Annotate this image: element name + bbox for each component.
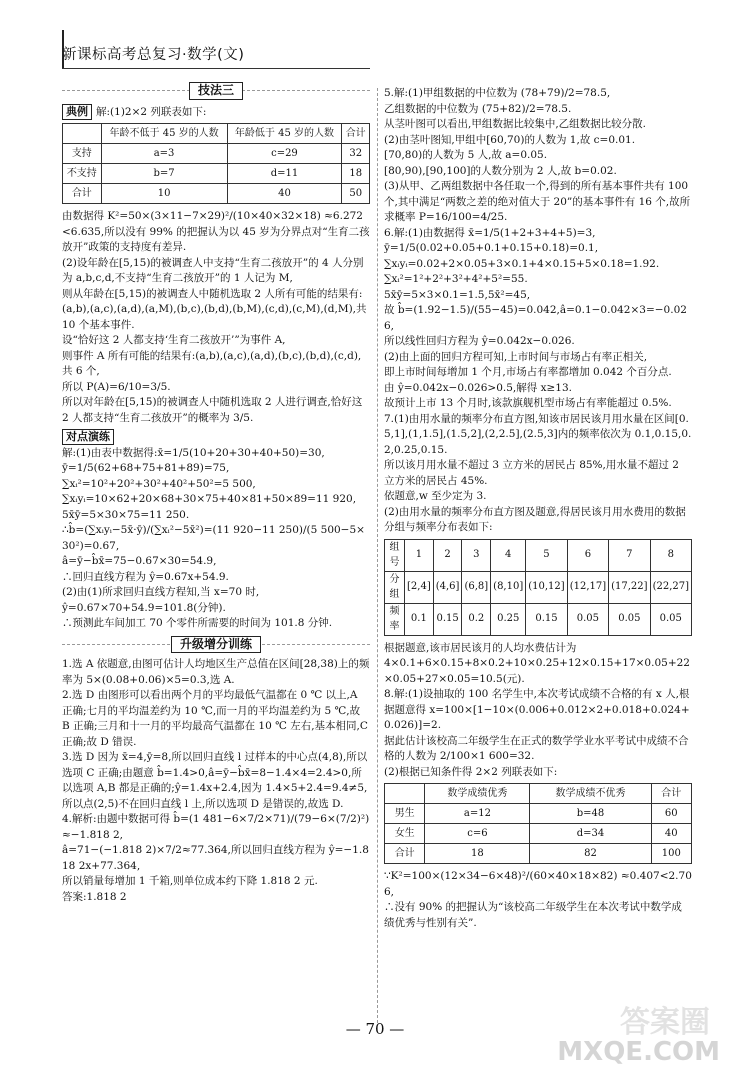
paragraph: 设“恰好这 2 人都支持‘生育二孩放开’”为事件 A, bbox=[62, 334, 286, 346]
paragraph: 5x̄ȳ=5×3×0.1=1.5,5x̄²=45, bbox=[384, 288, 531, 301]
table-row: 支持 a=3 c=29 32 bbox=[63, 144, 370, 164]
paragraph: [80,90),[90,100]的人数分别为 2 人,故 b=0.02. bbox=[384, 164, 617, 177]
paragraph: ȳ=1/5(0.02+0.05+0.1+0.15+0.18)=0.1, bbox=[384, 242, 599, 254]
paragraph: ∴b̂=(∑xᵢyᵢ−5x̄·ȳ)/(∑xᵢ²−5x̄²)=(11 920−11 250)/(5 500−5×30²)=0.67, bbox=[62, 524, 365, 552]
table-row: 分组 [2,4] (4,6] (6,8] (8,10] (10,12] (12,17] (17,22] (22,27] bbox=[385, 571, 692, 603]
paragraph: ∑xᵢ²=1²+2²+3²+4²+5²=55. bbox=[384, 273, 528, 285]
right-column bbox=[384, 86, 692, 931]
paragraph: 据此估计该校高二年级学生在正式的数学学业水平考试中成绩不合格的人数为 2/100×1 600=32. bbox=[384, 734, 689, 762]
section-title-2: 升级增分训练 bbox=[62, 636, 370, 654]
paragraph: 1.选 A 依题意,由图可估计人均地区生产总值在区间[28,38)上的频率为 5×(0.08+0.06)×5=0.3,选 A. bbox=[62, 658, 370, 686]
paragraph: 由数据得 K²=50×(3×11−7×29)²/(10×40×32×18) ≈6.272<6.635,所以没有 99% 的把握认为以 45 岁为分界点对“生育二孩放开”政策的支持度有差异. bbox=[62, 210, 370, 253]
paragraph: (3)从甲、乙两组数据中各任取一个,得到的所有基本事件共有 100 个,其中满足“两数之差的绝对值大于 20”的基本事件有 16 个,故所求概率 P=16/100=4/25. bbox=[384, 180, 691, 223]
paragraph: 8.解:(1)设抽取的 100 名学生中,本次考试成绩不合格的有 x 人,根据题意得 x=100×[1−10×(0.006+0.012×2+0.018+0.024+0.026)]=2. bbox=[384, 688, 690, 731]
paragraph: 依题意,w 至少定为 3. bbox=[384, 490, 487, 502]
tag-practice: 对点演练 bbox=[62, 429, 114, 445]
paragraph: (2)设年龄在[5,15)的被调查人中支持“生育二孩放开”的 4 人分别为 a,b,c,d,不支持“生育二孩放开”的 1 人记为 M, bbox=[62, 256, 364, 284]
paragraph: (2)由(1)所求回归直线方程知,当 x=70 时, bbox=[62, 586, 260, 598]
paragraph: 所以销量每增加 1 千箱,则单位成本约下降 1.818 2 元. bbox=[62, 875, 318, 887]
paragraph: â=71−(−1.818 2)×7/2≈77.364,所以回归直线方程为 ŷ=−1.818 2x+77.364, bbox=[62, 844, 369, 872]
paragraph: 6.解:(1)由数据得 x̄=1/5(1+2+3+4+5)=3, bbox=[384, 226, 596, 239]
paragraph: 解:(1)由表中数据得:x̄=1/5(10+20+30+40+50)=30, bbox=[62, 446, 325, 459]
watermark-logo: 答案圈 bbox=[620, 1004, 710, 1040]
table-row: 频率 0.1 0.15 0.2 0.25 0.15 0.05 0.05 0.05 bbox=[385, 603, 692, 635]
paragraph: (2)由茎叶图知,甲组中[60,70)的人数为 1,故 c=0.01. bbox=[384, 133, 636, 146]
paragraph: ∑xᵢ²=10²+20²+30²+40²+50²=5 500, bbox=[62, 477, 256, 490]
paragraph: 所以该月用水量不超过 3 立方米的居民占 85%,用水量不超过 2 立方米的居民占 45%. bbox=[384, 459, 679, 487]
paragraph: 故预计上市 13 个月时,该款旗舰机型市场占有率能超过 0.5%. bbox=[384, 397, 672, 409]
tag-example: 典例 bbox=[62, 104, 92, 120]
paragraph: 典例 解:(1)2×2 列联表如下: bbox=[62, 104, 370, 121]
table-row: 男生 a=12 b=48 60 bbox=[385, 804, 692, 824]
paragraph: 5x̄ȳ=5×30×75=11 250. bbox=[62, 508, 190, 521]
paragraph: ȳ=1/5(62+68+75+81+89)=75, bbox=[62, 462, 230, 474]
paragraph bbox=[62, 429, 370, 446]
table-row: 合计 10 40 50 bbox=[63, 184, 370, 204]
column-divider bbox=[377, 88, 378, 1023]
header-underline bbox=[62, 68, 370, 69]
contingency-table-1 bbox=[62, 123, 370, 204]
paragraph: ∑xᵢyᵢ=10×62+20×68+30×75+40×81+50×89=11 920, bbox=[62, 493, 357, 505]
table-row: 不支持 b=7 d=11 18 bbox=[63, 164, 370, 184]
paragraph: 2.选 D 由图形可以看出两个月的平均最低气温都在 0 ℃ 以上,A 正确;七月的平均温差约为 10 ℃,而一月的平均温差约为 5 ℃,故 B 正确;三月和十一月的平均最高气温都在 10 ℃ 左右,基本相同,C 正确;故 D 错误. bbox=[62, 689, 368, 748]
table-row: 女生 c=6 d=34 40 bbox=[385, 824, 692, 844]
paragraph: ∴预测此车间加工 70 个零件所需要的时间为 101.8 分钟. bbox=[62, 617, 333, 629]
paragraph: â=ȳ−b̂x̄=75−0.67×30=54.9, bbox=[62, 555, 217, 567]
paragraph: 7.(1)由用水量的频率分布直方图,知该市居民该月用水量在区间[0.5,1],(1,1.5],(1.5,2],(2,2.5],(2.5,3]内的频率依次为 0.1,0.15,0.2,0.25,0.15. bbox=[384, 412, 692, 456]
paragraph: 4.解析:由题中数据可得 b̂=(1 481−6×7/2×71)/(79−6×(7/2)²)≈−1.818 2, bbox=[62, 813, 370, 841]
paragraph: 所以 P(A)=6/10=3/5. bbox=[62, 380, 171, 393]
page-header: 新课标高考总复习·数学(文) bbox=[62, 47, 245, 63]
paragraph: ∑xᵢyᵢ=0.02+2×0.05+3×0.1+4×0.15+5×0.18=1.92. bbox=[384, 257, 660, 270]
paragraph: 3.选 D 因为 x̄=4,ȳ=8,所以回归直线 l 过样本的中心点(4,8),所以选项 C 正确;由题意 b̂=1.4>0,â=ȳ−b̂x̄=8−1.4×4=2.4>0,所以选项 A,B 都是正确的;ŷ=1.4x+2.4,因为 1.4×5+2.4=9.4≠5,所以点(2,5)不在回归直线 l 上,所以选项 D 是错误的,故选 D. bbox=[62, 751, 368, 810]
paragraph: 所以线性回归方程为 ŷ=0.042x−0.026. bbox=[384, 335, 575, 347]
paragraph: 答案:1.818 2 bbox=[62, 890, 127, 903]
paragraph: ∴回归直线方程为 ŷ=0.67x+54.9. bbox=[62, 570, 229, 583]
watermark-url: MXQE.COM bbox=[557, 1036, 720, 1067]
paragraph: 则事件 A 所有可能的结果有:(a,b),(a,c),(a,d),(b,c),(b,d),(c,d),共 6 个, bbox=[62, 349, 362, 377]
frequency-table bbox=[384, 539, 692, 636]
table-row: 组号 1 2 3 4 5 6 7 8 bbox=[385, 539, 692, 571]
table-header-row: 数学成绩优秀 数学成绩不优秀 合计 bbox=[385, 784, 692, 804]
left-column bbox=[62, 78, 370, 905]
paragraph: 5.解:(1)甲组数据的中位数为 (78+79)/2=78.5, bbox=[384, 87, 611, 99]
paragraph: 所以对年龄在[5,15)的被调查人中随机选取 2 人进行调查,恰好这 2 人都支持“生育二孩放开”的概率为 3/5. bbox=[62, 396, 363, 424]
paragraph: ∴没有 90% 的把握认为“该校高二年级学生在本次考试中数学成绩优秀与性别有关”. bbox=[384, 901, 682, 929]
paragraph: 从茎叶图可以看出,甲组数据比较集中,乙组数据比较分散. bbox=[384, 118, 647, 130]
paragraph: ∵K²=100×(12×34−6×48)²/(60×40×18×82) ≈0.407<2.706, bbox=[384, 870, 692, 898]
page-number: — 70 — bbox=[345, 1020, 405, 1038]
table-header-row: 年龄不低于 45 岁的人数 年龄低于 45 岁的人数 合计 bbox=[63, 124, 370, 144]
paragraph: [70,80)的人数为 5 人,故 a=0.05. bbox=[384, 149, 548, 161]
table-row: 合计 18 82 100 bbox=[385, 844, 692, 864]
paragraph: (2)根据已知条件得 2×2 列联表如下: bbox=[384, 765, 558, 778]
paragraph: 乙组数据的中位数为 (75+82)/2=78.5. bbox=[384, 102, 572, 115]
paragraph: ŷ=0.67×70+54.9=101.8(分钟). bbox=[62, 601, 226, 614]
paragraph: 即上市时间每增加 1 个月,市场占有率都增加 0.042 个百分点. bbox=[384, 366, 672, 378]
paragraph: 故 b̂=(1.92−1.5)/(55−45)=0.042,â=0.1−0.042×3=−0.026, bbox=[384, 304, 687, 332]
paragraph: 4×0.1+6×0.15+8×0.2+10×0.25+12×0.15+17×0.05+22×0.05+27×0.05=10.5(元). bbox=[384, 657, 690, 685]
paragraph: (2)由用水量的频率分布直方图及题意,得居民该月用水费用的数据分组与频率分布表如下: bbox=[384, 505, 686, 533]
paragraph: 根据题意,该市居民该月的人均水费估计为 bbox=[384, 641, 577, 654]
paragraph: 由 ŷ=0.042x−0.026>0.5,解得 x≥13. bbox=[384, 381, 572, 394]
section-title-1: 技法三 bbox=[62, 82, 370, 100]
contingency-table-2 bbox=[384, 783, 692, 864]
paragraph: (2)由上面的回归方程可知,上市时间与市场占有率正相关, bbox=[384, 350, 648, 363]
paragraph: 则从年龄在[5,15)的被调查人中随机选取 2 人所有可能的结果有:(a,b),(a,c),(a,d),(a,M),(b,c),(b,d),(b,M),(c,d),(c,M),(d,M),共 10 个基本事件. bbox=[62, 287, 367, 331]
